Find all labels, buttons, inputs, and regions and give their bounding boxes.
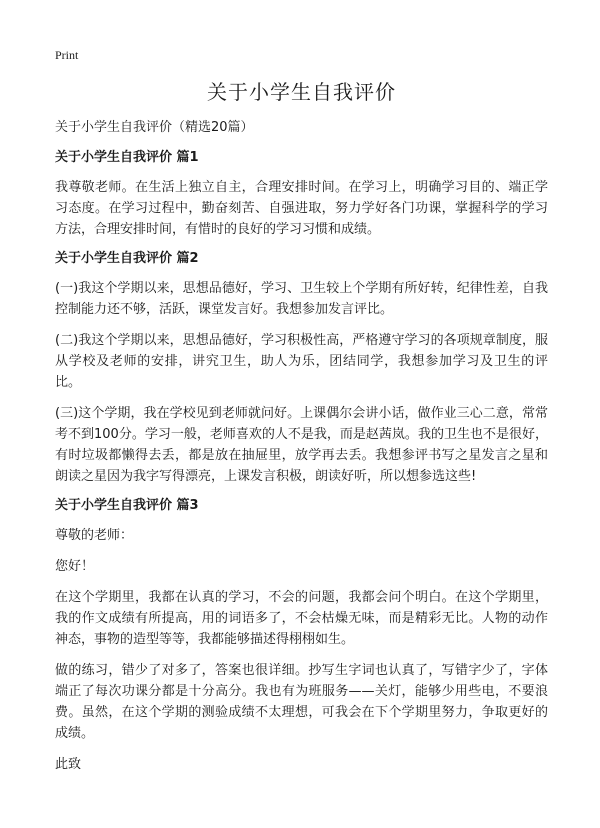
section-2 — [55, 250, 548, 487]
section-3 — [55, 497, 548, 775]
section-1 — [55, 149, 548, 240]
paragraph: 此致 — [55, 757, 82, 772]
section-heading: 关于小学生自我评价 篇3 — [55, 498, 199, 513]
page-title: 关于小学生自我评价 — [207, 80, 396, 104]
section-heading: 关于小学生自我评价 篇1 — [55, 150, 199, 165]
paragraph: (三)这个学期，我在学校见到老师就问好。上课偶尔会讲小话，做作业三心二意，常常考不到100分。学习一般，老师喜欢的人不是我，而是赵茜岚。我的卫生也不是很好，有时垃圾都懒得去丢，都是放在抽屉里，放学再去丢。我想参评书写之星发言之星和朗读之星因为我字写得漂亮，上课发言积极，朗读好听，所以想参选这些! — [55, 406, 548, 484]
paragraph: (一)我这个学期以来，思想品德好，学习、卫生较上个学期有所好转，纪律性差，自我控制能力还不够，活跃，课堂发言好。我想参加发言评比。 — [55, 281, 548, 317]
document-subtitle: 关于小学生自我评价（精选20篇） — [55, 120, 254, 135]
print-link[interactable]: Print — [55, 48, 79, 62]
section-heading: 关于小学生自我评价 篇2 — [55, 251, 199, 266]
paragraph: 我尊敬老师。在生活上独立自主，合理安排时间。在学习上，明确学习目的、端正学习态度。在学习过程中，勤奋刻苦、自强进取，努力学好各门功课，掌握科学的学习方法，合理安排时间，有惜时的良好的学习习惯和成绩。 — [55, 180, 548, 237]
paragraph: 在这个学期里，我都在认真的学习，不会的问题，我都会问个明白。在这个学期里，我的作文成绩有所提高，用的词语多了，不会枯燥无味，而是精彩无比。人物的动作神态，事物的造型等等，我都能够描述得栩栩如生。 — [55, 590, 548, 647]
paragraph: 您好！ — [55, 559, 95, 574]
paragraph: 做的练习，错少了对多了，答案也很详细。抄写生字词也认真了，写错字少了，字体端正了每次功课分都是十分高分。我也有为班服务——关灯，能够少用些电，不要浪费。虽然，在这个学期的测验成绩不太理想，可我会在下个学期里努力，争取更好的成绩。 — [55, 663, 548, 741]
paragraph: 尊敬的老师： — [55, 528, 134, 543]
paragraph: (二)我这个学期以来，思想品德好，学习积极性高，严格遵守学习的各项规章制度，服从学校及老师的安排，讲究卫生，助人为乐，团结同学，我想参加学习及卫生的评比。 — [55, 333, 548, 390]
